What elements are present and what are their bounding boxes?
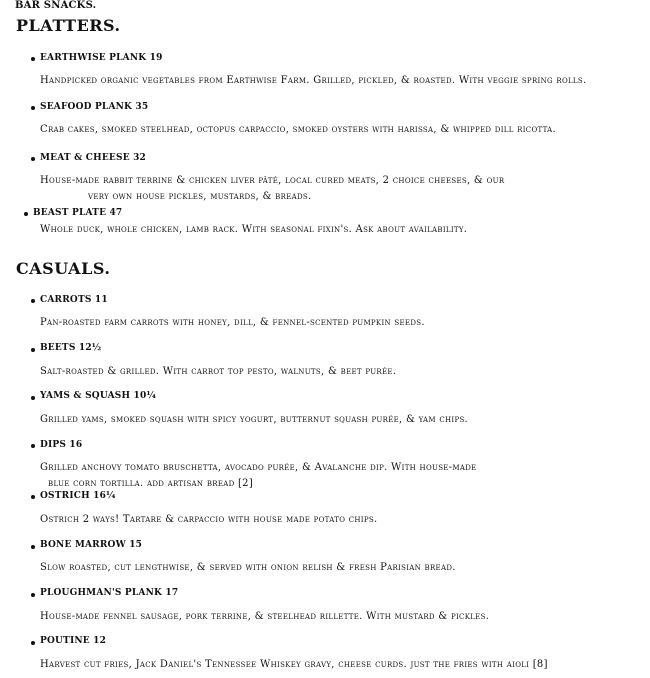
menu-item-earthwise-plank: EARTHWISE PLANK 19 [40,53,163,63]
bullet-icon [31,299,35,303]
menu-item-beast-plate-desc: Whole duck, whole chicken, lamb rack. With seasonal fixin's. Ask about availability. [40,224,468,235]
menu-item-ploughmans-plank-desc: House-made fennel sausage, pork terrine, & steelhead rillette. With mustard & pickles. [40,611,490,622]
menu-item-ostrich-desc: Ostrich 2 ways! Tartare & carpaccio with house made potato chips. [40,514,378,525]
menu-item-bone-marrow: BONE MARROW 15 [40,540,143,550]
menu-item-meat-cheese-desc-cont: very own house pickles, mustards, & breads. [88,191,312,202]
bullet-icon [31,593,35,597]
bullet-icon [31,348,35,352]
menu-item-seafood-plank: SEAFOOD PLANK 35 [40,102,149,112]
platters-section-title: PLATTERS. [16,16,121,35]
menu-item-ostrich: OSTRICH 16¼ [40,491,116,501]
casuals-section-title: CASUALS. [16,259,111,278]
menu-item-poutine-desc: Harvest cut fries, Jack Daniel's Tennessee Whiskey gravy, cheese curds. just the fries with aioli [8] [40,659,548,670]
bullet-icon [31,495,35,499]
menu-item-carrots-desc: Pan-roasted farm carrots with honey, dill, & fennel-scented pumpkin seeds. [40,317,425,328]
menu-item-meat-cheese-desc: House-made rabbit terrine & chicken liver pâté, local cured meats, 2 choice cheeses, & our [40,175,505,186]
menu-item-dips-desc-cont: blue corn tortilla. add artisan bread [2] [48,478,254,489]
bullet-icon [31,396,35,400]
bullet-icon [31,545,35,549]
menu-item-seafood-plank-desc: Crab cakes, smoked steelhead, octopus carpaccio, smoked oysters with harissa, & whipped dill ricotta. [40,124,557,135]
bullet-icon [31,444,35,448]
menu-item-dips-desc: Grilled anchovy tomato bruschetta, avocado purée, & Avalanche dip. With house-made [40,462,477,473]
menu-header-title: BAR SNACKS. [15,0,97,11]
menu-item-beets-desc: Salt-roasted & grilled. With carrot top pesto, walnuts, & beet purée. [40,366,397,377]
menu-item-dips: DIPS 16 [40,440,83,450]
menu-item-earthwise-plank-desc: Handpicked organic vegetables from Earthwise Farm. Grilled, pickled, & roasted. With veggie spring rolls. [40,75,587,86]
menu-item-beast-plate: BEAST PLATE 47 [33,208,123,218]
menu-item-bone-marrow-desc: Slow roasted, cut lengthwise, & served with onion relish & fresh Parisian bread. [40,562,456,573]
bullet-icon [31,157,35,161]
menu-item-ploughmans-plank: PLOUGHMAN'S PLANK 17 [40,588,179,598]
menu-item-yams-squash-desc: Grilled yams, smoked squash with spicy yogurt, butternut squash purée, & yam chips. [40,414,469,425]
menu-item-poutine: POUTINE 12 [40,636,107,646]
bullet-icon [24,212,28,216]
menu-item-meat-cheese: MEAT & CHEESE 32 [40,153,147,163]
bullet-icon [31,57,35,61]
bullet-icon [31,106,35,110]
menu-item-yams-squash: YAMS & SQUASH 10¼ [40,391,157,401]
bullet-icon [31,641,35,645]
menu-item-beets: BEETS 12½ [40,343,102,353]
menu-item-carrots: CARROTS 11 [40,295,108,305]
